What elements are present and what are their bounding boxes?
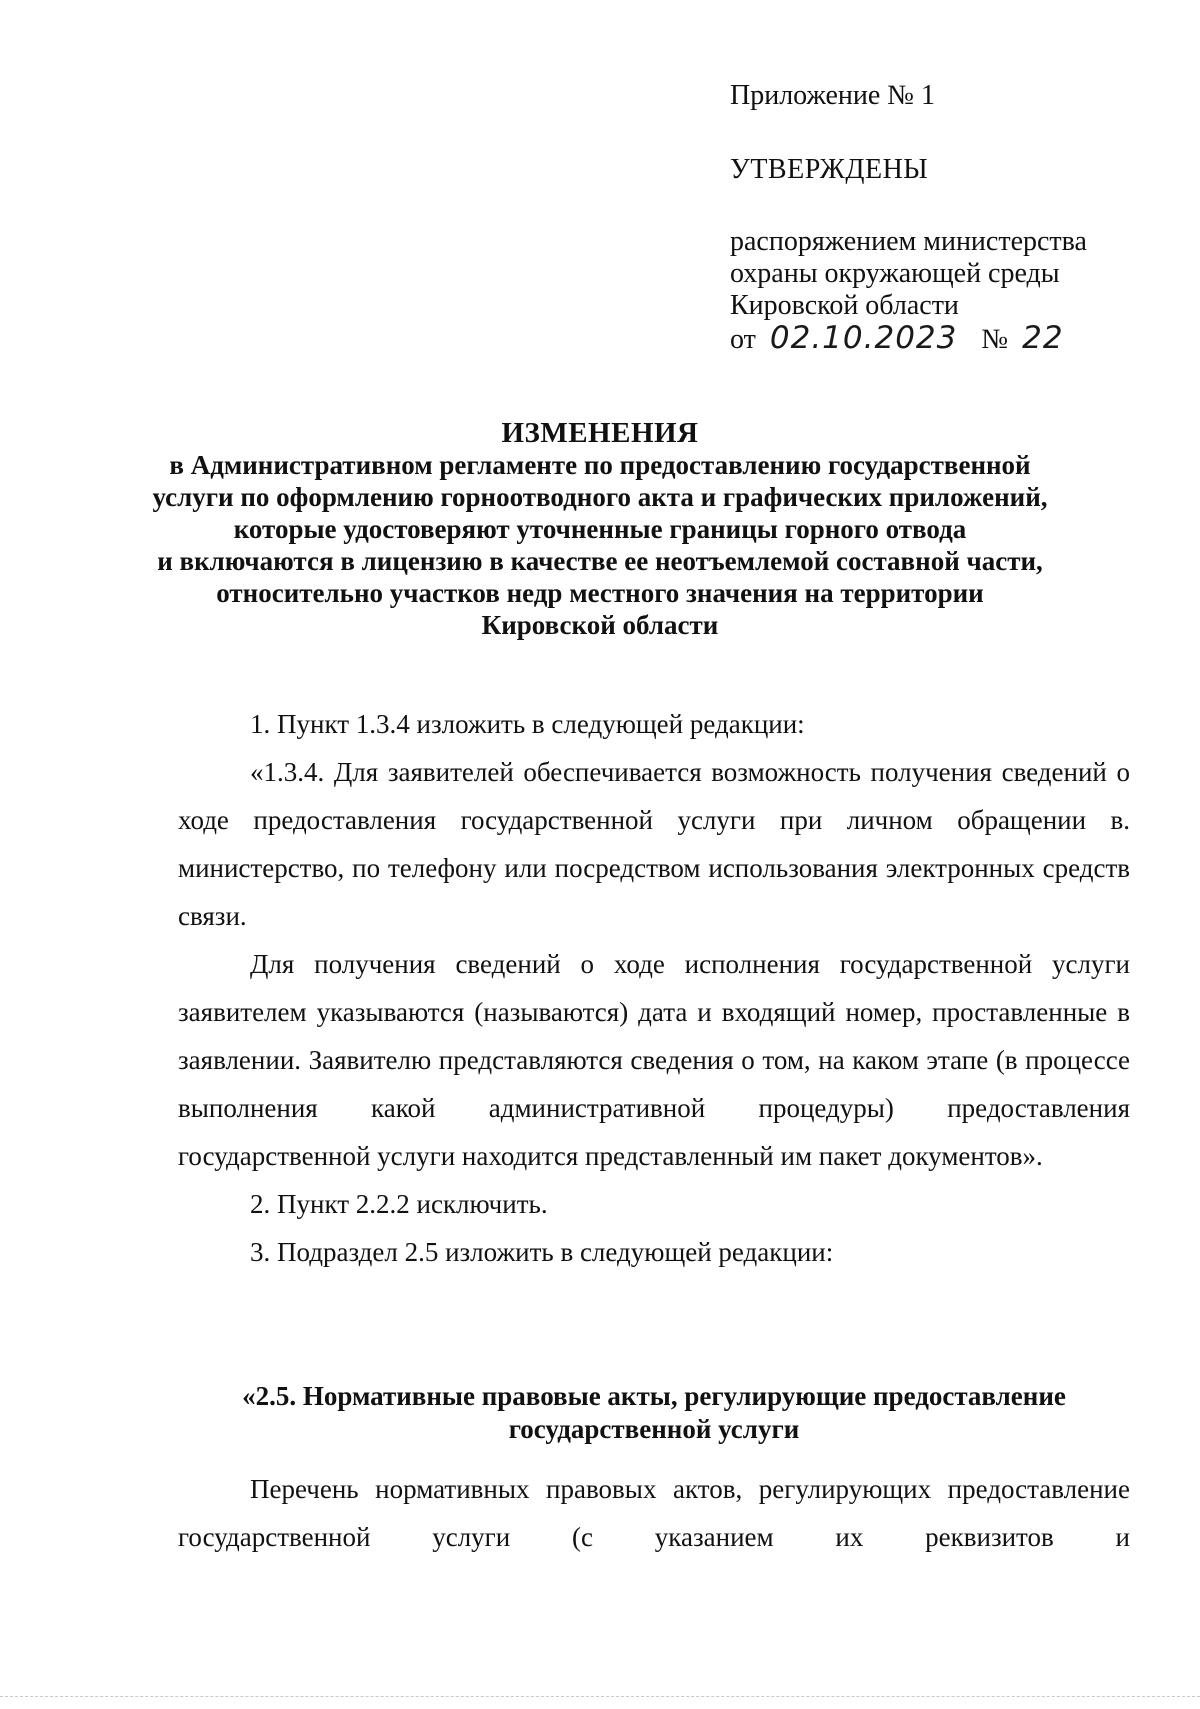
document-title <box>150 417 1050 641</box>
title-line-5: относительно участков недр местного значения на территории <box>216 578 984 608</box>
section-heading-line-2: государственной услуги <box>508 1414 800 1444</box>
handwritten-date: 02.10.2023 <box>769 320 958 356</box>
date-prefix: от <box>730 324 756 355</box>
item-2: 2. Пункт 2.2.2 исключить. <box>250 1189 548 1219</box>
order-line-1: распоряжением министерства <box>730 226 1087 257</box>
title-line-6: Кировской области <box>481 610 719 640</box>
title-line-2: услуги по оформлению горноотводного акта и графических приложений, <box>152 482 1048 512</box>
list-paragraph: Перечень нормативных правовых актов, регулирующих предоставление государственной услуги (с указанием их реквизитов и <box>178 1474 1130 1552</box>
document-body <box>178 700 1130 1276</box>
approved-label: УТВЕРЖДЕНЫ <box>730 154 929 185</box>
item-1: 1. Пункт 1.3.4 изложить в следующей редакции: <box>250 709 805 739</box>
handwritten-number: 22 <box>1022 320 1064 356</box>
document-body-continued <box>178 1465 1130 1561</box>
order-line-2: охраны окружающей среды <box>730 258 1060 289</box>
annex-label: Приложение № 1 <box>730 80 935 111</box>
item-3: 3. Подраздел 2.5 изложить в следующей редакции: <box>250 1237 834 1267</box>
order-date-line <box>730 322 1150 356</box>
section-heading-line-1: «2.5. Нормативные правовые акты, регулирующие предоставление <box>242 1381 1066 1411</box>
section-heading <box>178 1380 1130 1446</box>
title-line-1: в Административном регламенте по предоставлению государственной <box>169 450 1031 480</box>
number-prefix: № <box>981 324 1009 355</box>
quote-paragraph-2: Для получения сведений о ходе исполнения государственной услуги заявителем указываются (называются) дата и входящий номер, проставленные в заявлении. Заявителю представляются сведения о том, на каком этапе (в процессе выполнения какой административной процедуры) предоставления государственной услуги находится представленный им пакет документов». <box>178 949 1130 1171</box>
title-line-3: которые удостоверяют уточненные границы горного отвода <box>233 514 967 544</box>
quote-paragraph-1: «1.3.4. Для заявителей обеспечивается возможность получения сведений о ходе предоставления государственной услуги при личном обращении в. министерство, по телефону или посредством использования электронных средств связи. <box>178 757 1130 931</box>
title-main: ИЗМЕНЕНИЯ <box>501 417 699 449</box>
approval-block <box>730 80 1150 356</box>
order-line-3: Кировской области <box>730 290 959 321</box>
title-line-4: и включаются в лицензию в качестве ее неотъемлемой составной части, <box>157 546 1043 576</box>
page-bottom-edge <box>0 1696 1200 1697</box>
